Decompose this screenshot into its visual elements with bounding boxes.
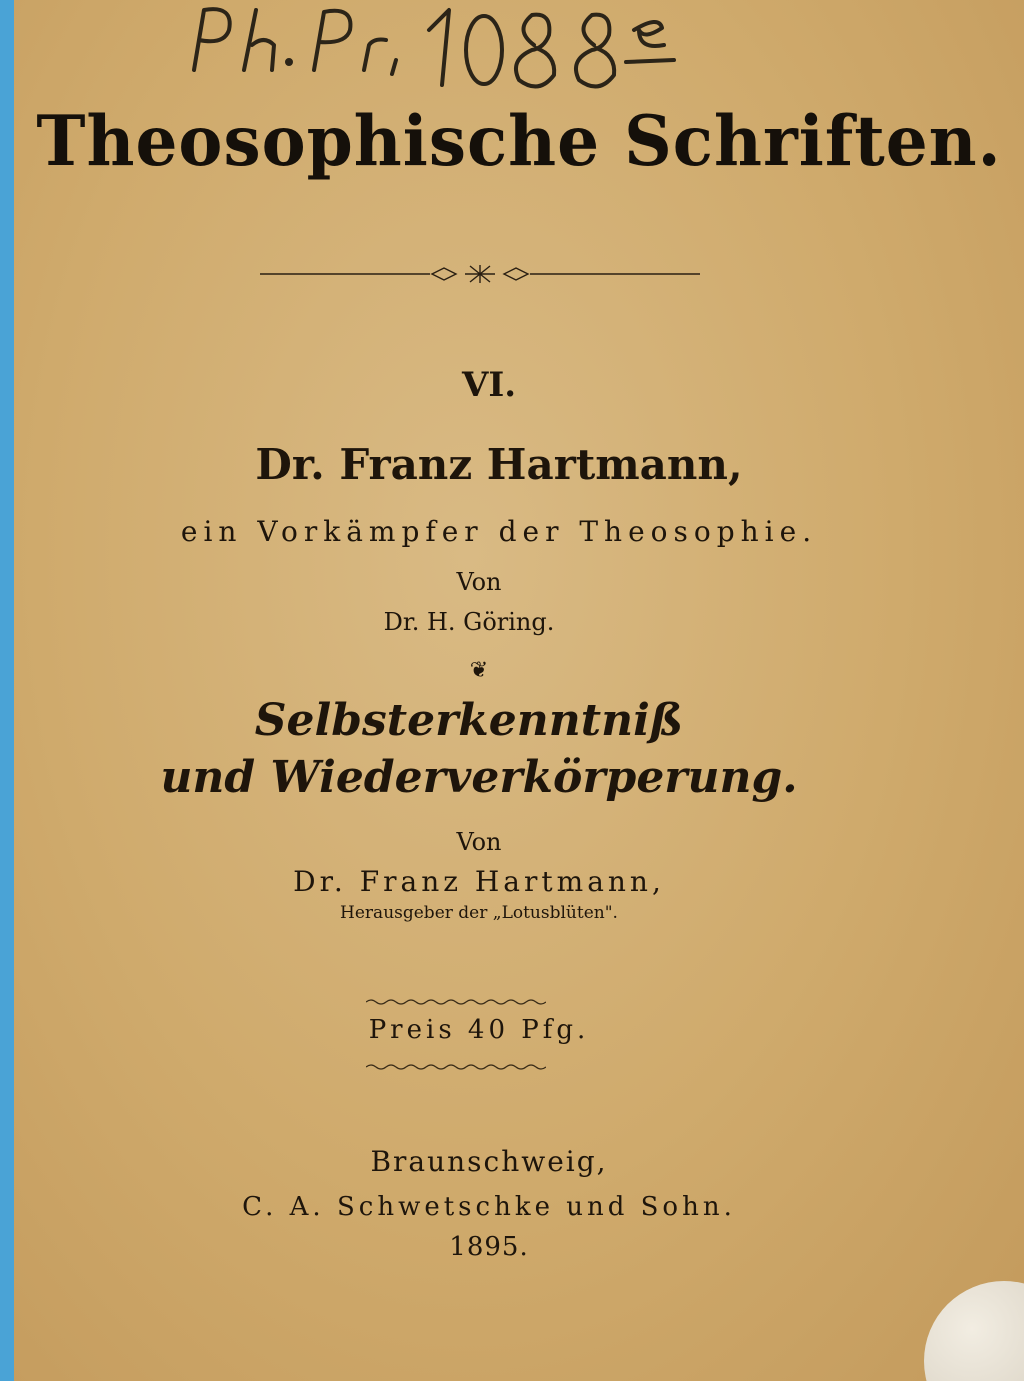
volume-number: VI. <box>461 365 517 405</box>
first-work-author: Dr. H. Göring. <box>383 608 555 636</box>
wavy-rule-top <box>366 997 546 1007</box>
imprint-year: 1895. <box>449 1232 529 1262</box>
first-work-subtitle: ein Vorkämpfer der Theosophie. <box>180 515 818 548</box>
price: Preis 40 Pfg. <box>368 1015 590 1045</box>
series-title: Theosophische Schriften. <box>36 100 1002 182</box>
ornamental-rule <box>260 262 700 286</box>
title-page <box>14 0 1024 1381</box>
second-work-von: Von <box>456 828 502 856</box>
first-work-von: Von <box>456 568 502 596</box>
second-work-author: Dr. Franz Hartmann, <box>293 865 665 898</box>
handwritten-shelfmark <box>164 0 724 110</box>
imprint-city: Braunschweig, <box>370 1145 608 1178</box>
second-work-title-line1: Selbsterkenntniß <box>254 695 684 746</box>
imprint-publisher: C. A. Schwetschke und Sohn. <box>242 1192 736 1222</box>
second-work-title-line2: und Wiederverkörperung. <box>160 752 798 803</box>
second-work-author-role: Herausgeber der „Lotusblüten". <box>340 903 618 923</box>
first-work-title: Dr. Franz Hartmann, <box>255 440 743 489</box>
page-corner-curl <box>924 1281 1024 1381</box>
wavy-rule-bottom <box>366 1062 546 1072</box>
fleuron-icon: ❦ <box>469 658 489 683</box>
